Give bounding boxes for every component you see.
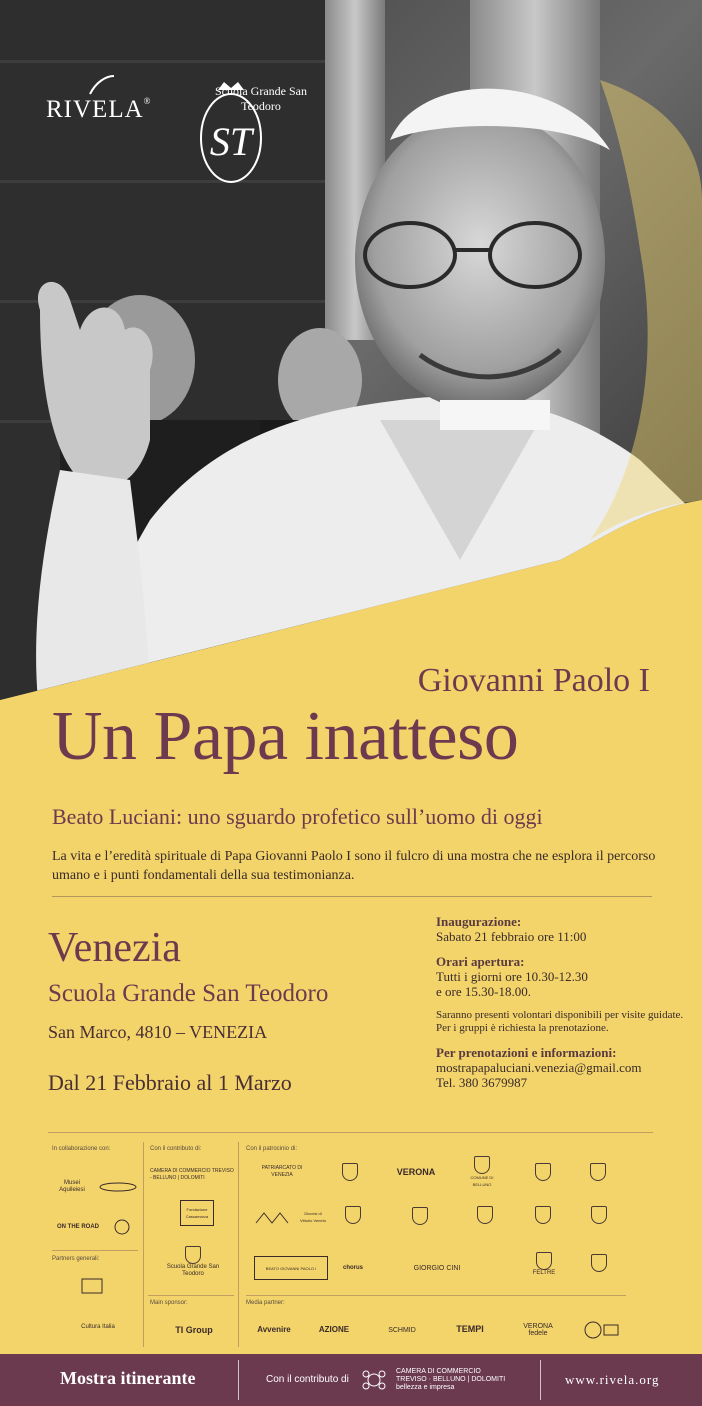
contact-email[interactable]: mostrapapaluciani.venezia@gmail.com — [436, 1060, 642, 1075]
patron-logo — [330, 1160, 370, 1184]
sponsor-logo: Cultura Italia — [81, 1323, 115, 1330]
divider — [48, 1132, 653, 1133]
patron-logo: PATRIARCATO DI VENEZIA — [261, 1165, 303, 1178]
registered-mark: ® — [143, 96, 151, 106]
divider — [143, 1142, 144, 1347]
patron-logo: COMUNE DI BELLUNO — [462, 1154, 502, 1190]
patron-logo — [470, 1200, 500, 1230]
sponsor-logo: Musei Aquileiesi — [59, 1180, 85, 1193]
svg-text:ST: ST — [209, 119, 253, 164]
sponsor-logo — [96, 1180, 140, 1194]
patron-logo — [528, 1154, 558, 1190]
scuola-san-teodoro-logo — [196, 80, 326, 164]
venue-address: San Marco, 4810 – VENEZIA — [48, 1022, 268, 1042]
hours-line-1: Tutti i giorni ore 10.30-12.30 — [436, 969, 588, 984]
contact-label: Per prenotazioni e informazioni: — [436, 1045, 617, 1060]
cam-line-1: CAMERA DI COMMERCIO — [396, 1368, 481, 1375]
footer-tagline: Mostra itinerante — [60, 1368, 196, 1388]
sponsor-logo: Scuola Grande San Teodoro — [160, 1240, 226, 1284]
divider — [540, 1360, 541, 1400]
main-sponsor-logo: TI Group — [175, 1325, 213, 1335]
patron-logo: FELTRE — [524, 1246, 564, 1282]
divider — [52, 1250, 138, 1251]
venue-name: Scuola Grande San Teodoro — [48, 980, 329, 1007]
media-partner-logo: Avvenire — [257, 1324, 291, 1334]
media-partner-logo: TEMPI — [456, 1324, 484, 1334]
website-link[interactable]: www.rivela.org — [565, 1372, 660, 1387]
patron-logo: GIORGIO CINI — [413, 1264, 461, 1272]
patron-logo — [254, 1206, 294, 1228]
divider — [52, 896, 652, 897]
chamber-of-commerce-icon — [360, 1366, 388, 1399]
divider — [246, 1295, 626, 1296]
divider — [238, 1360, 239, 1400]
rivela-wordmark: RIVELA — [46, 96, 144, 123]
patron-logo — [584, 1248, 614, 1278]
media-partner-logo: SCHMID — [388, 1326, 416, 1334]
sponsor-logo: Fondazione Cassamarca — [180, 1200, 214, 1226]
cam-line-3: bellezza e impresa — [396, 1384, 455, 1391]
contact-phone[interactable]: Tel. 380 3679987 — [436, 1075, 528, 1090]
patron-logo: BEATO GIOVANNI PAOLO I — [254, 1256, 328, 1280]
patron-logo: Diocesi di Vittorio Veneto — [300, 1211, 326, 1223]
chamber-of-commerce-text — [396, 1368, 505, 1392]
patron-logo — [338, 1200, 368, 1230]
sponsor-logo: ON THE ROAD — [57, 1224, 99, 1230]
media-partner-logo — [582, 1320, 622, 1340]
rivela-logo — [46, 96, 151, 124]
footer-contribution-label: Con il contributo di — [266, 1374, 349, 1385]
footer-bar — [0, 1354, 702, 1406]
title-small: Giovanni Paolo I — [417, 662, 650, 699]
hours-line-2: e ore 15.30-18.00. — [436, 984, 531, 999]
city: Venezia — [48, 925, 181, 971]
info-panel — [436, 914, 686, 1090]
subtitle: Beato Luciani: uno sguardo profetico sull’uomo di oggi — [52, 804, 543, 829]
hours-label: Orari apertura: — [436, 954, 525, 969]
patron-logo — [584, 1200, 614, 1230]
exhibition-dates: Dal 21 Febbraio al 1 Marzo — [48, 1070, 292, 1095]
sponsor-logo — [108, 1218, 136, 1236]
media-partner-logo: AZIONE — [318, 1324, 350, 1334]
intro-text: La vita e l’eredità spirituale di Papa Giovanni Paolo I sono il fulcro di una mostra che ne esplora il percorso umano e i punti fondamentali della sua testimonianza. — [52, 849, 656, 883]
sponsor-logo — [72, 1276, 112, 1296]
rivela-swoosh-icon — [86, 74, 116, 96]
partners-label: Partners generali: — [52, 1256, 100, 1262]
sponsor-logo: CAMERA DI COMMERCIO TREVISO - BELLUNO | DOLOMITI — [150, 1168, 234, 1181]
divider — [148, 1295, 234, 1296]
patron-logo — [530, 1200, 556, 1230]
volunteers-note: Saranno presenti volontari disponibili per visite guidate. Per i gruppi è richiesta la prenotazione. — [436, 1009, 684, 1034]
media-partner-logo: VERONA fedele — [523, 1323, 553, 1337]
media-partner-label: Media partner: — [246, 1300, 285, 1306]
patron-logo — [398, 1204, 442, 1228]
patron-logo: chorus — [342, 1264, 363, 1271]
main-sponsor-label: Main sponsor: — [150, 1300, 188, 1306]
divider — [238, 1142, 239, 1347]
inauguration-value: Sabato 21 febbraio ore 11:00 — [436, 929, 587, 944]
scuola-name: Scuola Grande San Teodoro — [215, 84, 307, 113]
patron-logo — [580, 1154, 616, 1190]
patronage-label: Con il patrocinio di: — [246, 1146, 298, 1152]
contribution-label: Con il contributo di: — [150, 1146, 202, 1152]
page-title: Un Papa inatteso — [52, 698, 519, 775]
inauguration-label: Inaugurazione: — [436, 914, 522, 929]
cam-line-2: TREVISO · BELLUNO | DOLOMITI — [396, 1376, 506, 1383]
st-monogram-icon — [196, 80, 266, 190]
patron-logo: VERONA — [396, 1167, 436, 1177]
collaboration-label: In collaborazione con: — [52, 1146, 111, 1152]
